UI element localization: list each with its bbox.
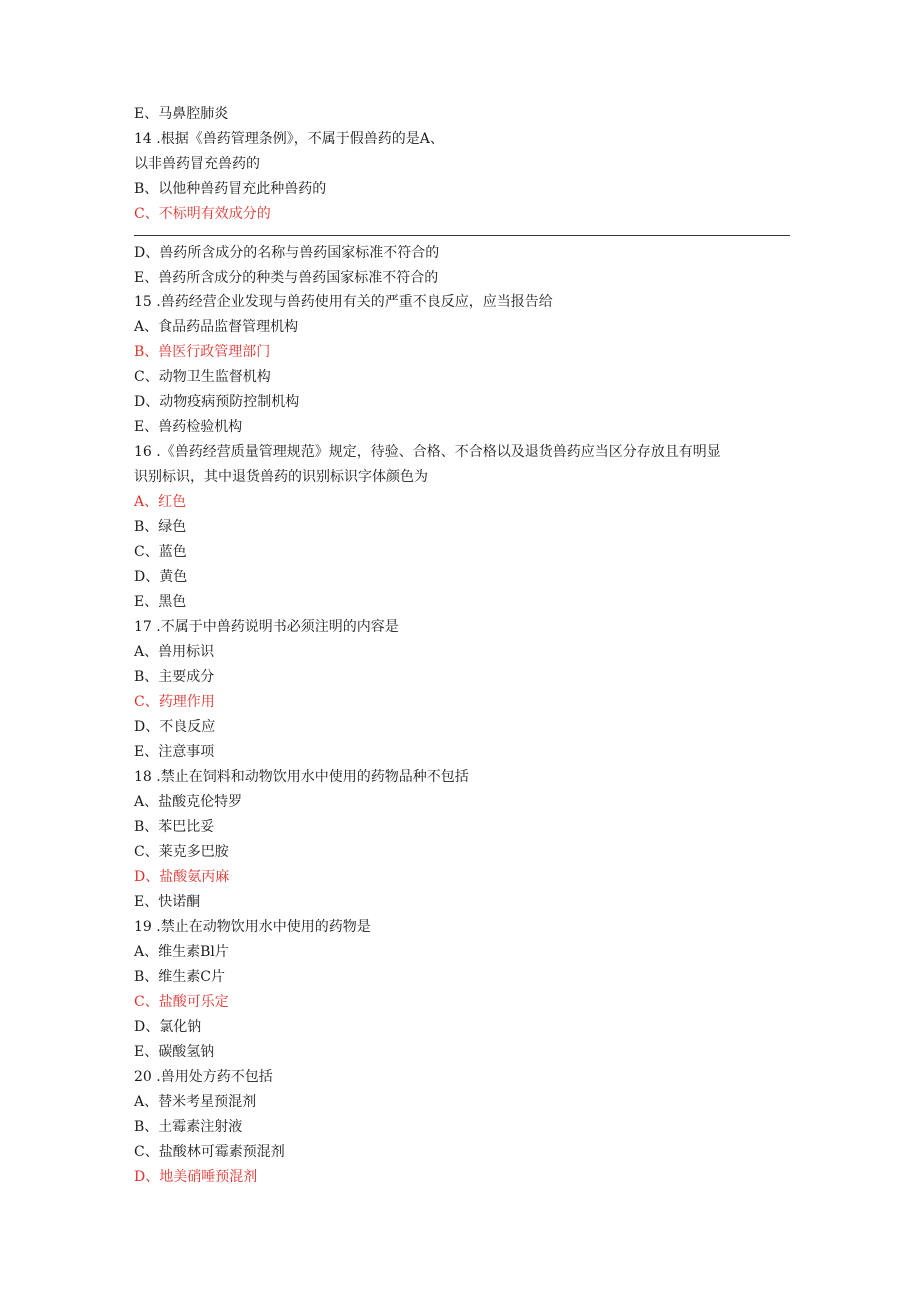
text-line: 以非兽药冒充兽药的 <box>134 156 260 172</box>
text-line: 识别标识，其中退货兽药的识别标识字体颜色为 <box>134 469 428 485</box>
horizontal-rule <box>134 235 790 236</box>
text-line: A、维生素Bl片 <box>134 944 229 960</box>
answer-line: B、兽医行政管理部门 <box>134 344 271 360</box>
text-line: A、食品药品监督管理机构 <box>134 319 299 335</box>
text-line: 18 .禁止在饲料和动物饮用水中使用的药物品种不包括 <box>134 769 469 785</box>
text-line: E、碳酸氢钠 <box>134 1044 215 1060</box>
text-line: 17 .不属于中兽药说明书必须注明的内容是 <box>134 619 399 635</box>
text-line: E、黑色 <box>134 594 187 610</box>
text-line: 14 .根据《兽药管理条例》，不属于假兽药的是A、 <box>134 131 444 147</box>
text-line: D、氯化钠 <box>134 1019 202 1035</box>
answer-line: C、盐酸可乐定 <box>134 994 229 1010</box>
text-line: B、绿色 <box>134 519 187 535</box>
text-line: B、维生素C片 <box>134 969 225 985</box>
text-line: C、莱克多巴胺 <box>134 844 229 860</box>
text-line: B、以他种兽药冒充此种兽药的 <box>134 181 327 197</box>
text-line: A、兽用标识 <box>134 644 215 660</box>
answer-line: D、盐酸氨丙麻 <box>134 869 230 885</box>
text-line: E、兽药所含成分的种类与兽药国家标准不符合的 <box>134 270 439 286</box>
text-line: D、兽药所含成分的名称与兽药国家标准不符合的 <box>134 245 440 261</box>
text-line: A、替米考星预混剂 <box>134 1094 257 1110</box>
text-line: C、蓝色 <box>134 544 187 560</box>
text-line: D、动物疫病预防控制机构 <box>134 394 300 410</box>
text-line: B、主要成分 <box>134 669 215 685</box>
text-line: 19 .禁止在动物饮用水中使用的药物是 <box>134 919 371 935</box>
text-line: 20 .兽用处方药不包括 <box>134 1069 273 1085</box>
text-line: A、盐酸克伦特罗 <box>134 794 243 810</box>
text-line: E、兽药检验机构 <box>134 419 243 435</box>
answer-line: C、不标明有效成分的 <box>134 206 271 222</box>
text-line: C、盐酸林可霉素预混剂 <box>134 1144 285 1160</box>
answer-line: D、地美硝唾预混剂 <box>134 1169 258 1185</box>
text-line: 15 .兽药经营企业发现与兽药使用有关的严重不良反应，应当报告给 <box>134 294 553 310</box>
text-line: E、注意事项 <box>134 744 215 760</box>
text-line: C、动物卫生监督机构 <box>134 369 271 385</box>
answer-line: C、药理作用 <box>134 694 215 710</box>
text-line: D、不良反应 <box>134 719 216 735</box>
text-line: B、土霉素注射液 <box>134 1119 243 1135</box>
text-line: E、快诺酮 <box>134 894 201 910</box>
text-line: D、黄色 <box>134 569 188 585</box>
text-line: B、苯巴比妥 <box>134 819 215 835</box>
text-line: E、马鼻腔肺炎 <box>134 106 229 122</box>
answer-line: A、红色 <box>134 494 187 510</box>
text-line: 16 .《兽药经营质量管理规范》规定，待验、合格、不合格以及退货兽药应当区分存放且有明显 <box>134 444 721 460</box>
